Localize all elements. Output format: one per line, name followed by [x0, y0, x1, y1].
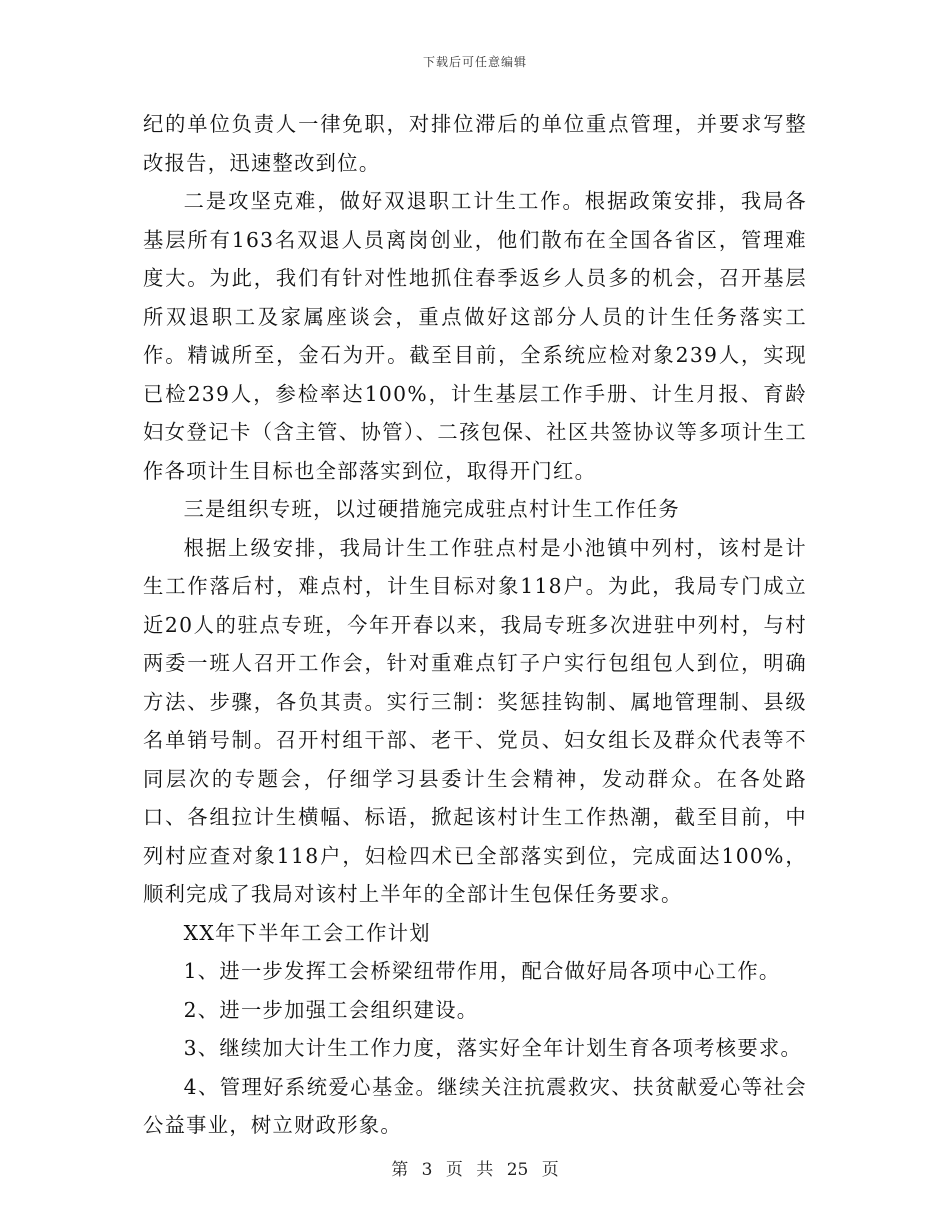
plan-item-3: 3、继续加大计生工作力度，落实好全年计划生育各项考核要求。 [183, 1036, 803, 1060]
total-pages-number: 25 [506, 1160, 529, 1180]
document-body [143, 105, 807, 1145]
section-heading-union-plan: XX年下半年工会工作计划 [183, 920, 431, 945]
plan-item-1: 1、进一步发挥工会桥梁纽带作用，配合做好局各项中心工作。 [183, 959, 781, 983]
current-page-number: 3 [421, 1160, 433, 1180]
plan-item-2: 2、进一步加强工会组织建设。 [183, 997, 479, 1022]
paragraph-double-retired: 二是攻坚克难，做好双退职工计生工作。根据政策安排，我局各基层所有163名双退人员离岗创业，他们散布在全国各省区，管理难度大。为此，我们有针对性地抓住春季返乡人员多的机会，召开基层所双退职工及家属座谈会，重点做好这部分人员的计生任务落实工作。精诚所至，金石为开。截至目前，全系统应检对象239人，实现已检239人，参检率达100%，计生基层工作手册、计生月报、育龄妇女登记卡（含主管、协管）、二孩包保、社区共签协议等多项计生工作各项计生目标也全部落实到位，取得开门红。 [143, 189, 807, 483]
paragraph-village: 根据上级安排，我局计生工作驻点村是小池镇中列村，该村是计生工作落后村，难点村，计生目标对象118户。为此，我局专门成立近20人的驻点专班，今年开春以来，我局专班多次进驻中列村，与村两委一班人召开工作会，针对重难点钉子户实行包组包人到位，明确方法、步骤，各负其责。实行三制：奖惩挂钩制、属地管理制、县级名单销号制。召开村组干部、老干、党员、妇女组长及群众代表等不同层次的专题会，仔细学习县委计生会精神，发动群众。在各处路口、各组拉计生横幅、标语，掀起该村计生工作热潮，截至目前，中列村应查对象118户，妇检四术已全部落实到位，完成面达100%，顺利完成了我局对该村上半年的全部计生包保任务要求。 [143, 535, 807, 906]
page-header: 下载后可任意编辑 [422, 55, 527, 69]
page-footer [0, 1155, 950, 1180]
section-heading-task-force: 三是组织专班，以过硬措施完成驻点村计生工作任务 [183, 497, 680, 521]
footer-prefix: 第 [391, 1160, 409, 1180]
footer-total-word: 共 [476, 1160, 494, 1180]
paragraph-continuation: 纪的单位负责人一律免职，对排位滞后的单位重点管理，并要求写整改报告，迅速整改到位。 [143, 112, 807, 175]
footer-page-word: 页 [445, 1160, 463, 1180]
plan-item-4: 4、管理好系统爱心基金。继续关注抗震救灾、扶贫献爱心等社会公益事业，树立财政形象。 [143, 1074, 807, 1137]
footer-suffix: 页 [541, 1160, 559, 1180]
